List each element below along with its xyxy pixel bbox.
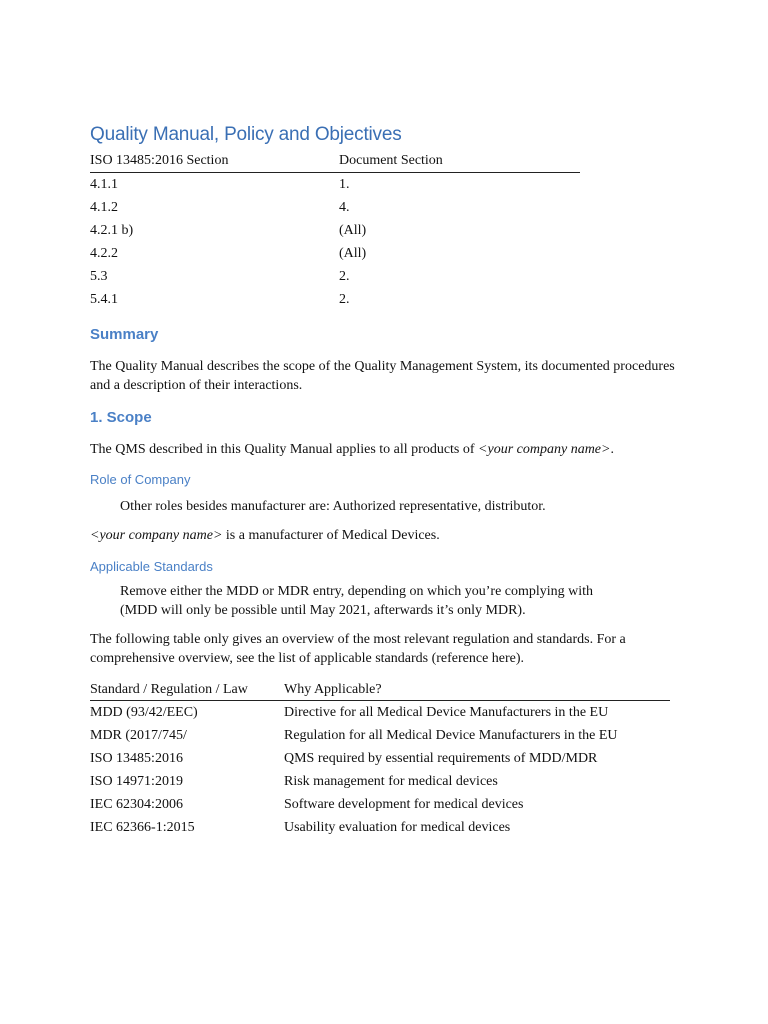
table-row bbox=[90, 173, 580, 196]
table-cell: QMS required by essential requirements of MDD/MDR bbox=[284, 751, 598, 766]
table-cell: MDD (93/42/EEC) bbox=[90, 705, 198, 720]
table-row bbox=[90, 265, 580, 288]
table-cell: 5.4.1 bbox=[90, 292, 118, 307]
company-placeholder: <your company name> bbox=[90, 528, 223, 543]
table-row bbox=[90, 219, 580, 242]
scope-text bbox=[90, 440, 690, 459]
table-cell: 4.1.1 bbox=[90, 177, 118, 192]
role-of-company-heading: Role of Company bbox=[90, 472, 191, 487]
summary-text: The Quality Manual describes the scope of the Quality Management System, its documented procedures and a description of their interactions. bbox=[90, 359, 675, 393]
page-title: Quality Manual, Policy and Objectives bbox=[90, 124, 402, 145]
table-cell: 4. bbox=[339, 200, 350, 215]
table-cell: Risk management for medical devices bbox=[284, 774, 498, 789]
summary-heading: Summary bbox=[90, 326, 159, 343]
column-header: Document Section bbox=[339, 153, 443, 168]
table-cell: 4.1.2 bbox=[90, 200, 118, 215]
applicable-standards-heading: Applicable Standards bbox=[90, 559, 213, 574]
table-cell: 5.3 bbox=[90, 269, 108, 284]
table-cell: 4.2.2 bbox=[90, 246, 118, 261]
column-header: Why Applicable? bbox=[284, 682, 382, 697]
table-row bbox=[90, 816, 670, 839]
table-cell: IEC 62304:2006 bbox=[90, 797, 183, 812]
standards-table bbox=[90, 681, 670, 839]
table-cell: Directive for all Medical Device Manufacturers in the EU bbox=[284, 705, 609, 720]
table-cell: 2. bbox=[339, 292, 350, 307]
scope-heading: 1. Scope bbox=[90, 409, 152, 426]
table-cell: MDR (2017/745/ bbox=[90, 728, 187, 743]
table-cell: (All) bbox=[339, 223, 367, 238]
column-header: ISO 13485:2016 Section bbox=[90, 153, 229, 168]
role-note: Other roles besides manufacturer are: Authorized representative, distributor. bbox=[120, 499, 546, 514]
table-row bbox=[90, 747, 670, 770]
table-cell: 1. bbox=[339, 177, 350, 192]
table-row bbox=[90, 196, 580, 219]
scope-text-before: The QMS described in this Quality Manual applies to all products of bbox=[90, 442, 479, 457]
iso-section-table bbox=[90, 152, 580, 311]
table-cell: Regulation for all Medical Device Manufacturers in the EU bbox=[284, 728, 618, 743]
table-row bbox=[90, 793, 670, 816]
role-text bbox=[90, 526, 690, 545]
table-cell: ISO 13485:2016 bbox=[90, 751, 183, 766]
table-row bbox=[90, 242, 580, 265]
table-cell: 2. bbox=[339, 269, 350, 284]
table-cell: Usability evaluation for medical devices bbox=[284, 820, 511, 835]
column-header: Standard / Regulation / Law bbox=[90, 682, 248, 697]
scope-text-after: . bbox=[610, 442, 614, 457]
role-text-after: is a manufacturer of Medical Devices. bbox=[222, 528, 440, 543]
table-row bbox=[90, 724, 670, 747]
table-cell: IEC 62366-1:2015 bbox=[90, 820, 195, 835]
table-header bbox=[90, 152, 580, 173]
company-placeholder: <your company name> bbox=[478, 442, 611, 457]
table-row bbox=[90, 770, 670, 793]
standards-note: Remove either the MDD or MDR entry, depending on which you’re complying with (MDD will only be possible until May 2021, afterwards it’s only MDR). bbox=[120, 584, 594, 618]
table-cell: (All) bbox=[339, 246, 367, 261]
standards-intro: The following table only gives an overview of the most relevant regulation and standards. For a comprehensive overview, see the list of applicable standards (reference here). bbox=[90, 632, 626, 666]
table-row bbox=[90, 288, 580, 311]
table-cell: Software development for medical devices bbox=[284, 797, 524, 812]
table-header bbox=[90, 681, 670, 701]
table-cell: 4.2.1 b) bbox=[90, 223, 134, 238]
table-cell: ISO 14971:2019 bbox=[90, 774, 183, 789]
table-row bbox=[90, 701, 670, 724]
